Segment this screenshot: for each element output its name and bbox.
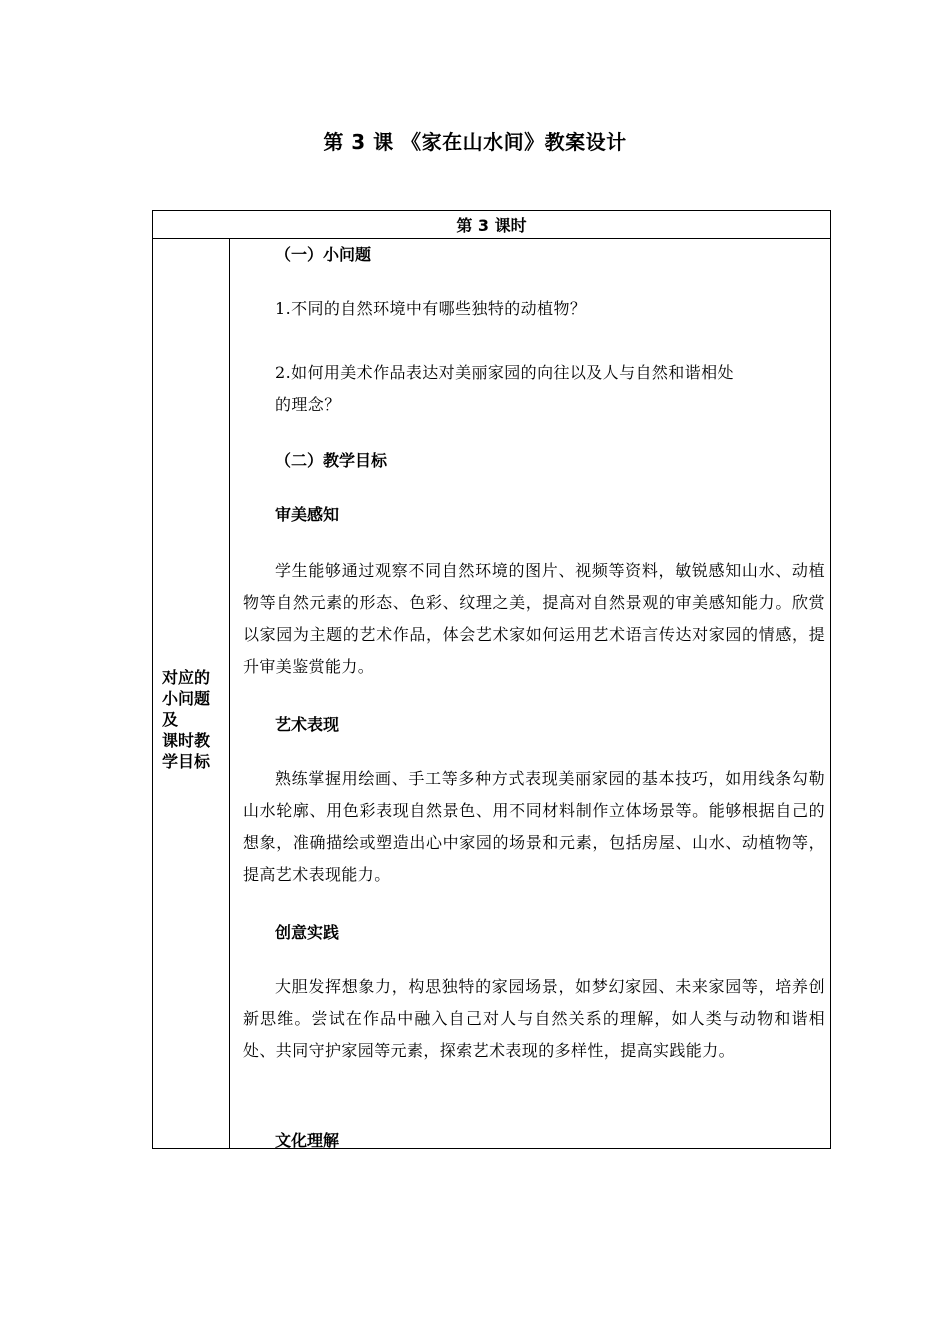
table-header-cell: 第 3 课时 [153, 211, 830, 239]
lesson-table [152, 210, 831, 1149]
creative-practice-heading: 创意实践 [275, 923, 340, 942]
aesthetic-paragraph: 学生能够通过观察不同自然环境的图片、视频等资料，敏锐感知山水、动植物等自然元素的形态、色彩、纹理之美，提高对自然景观的审美感知能力。欣赏以家园为主题的艺术作品，体会艺术家如何运用艺术语言传达对家园的情感，提升审美鉴赏能力。 [243, 561, 825, 676]
art-expression-paragraph: 熟练掌握用绘画、手工等多种方式表现美丽家园的基本技巧，如用线条勾勒山水轮廓、用色彩表现自然景色、用不同材料制作立体场景等。能够根据自己的想象，准确描绘或塑造出心中家园的场景和元素，包括房屋、山水、动植物等，提高艺术表现能力。 [243, 769, 825, 884]
left-label-text: 对应的 小问题 及 课时教 学目标 [162, 668, 211, 771]
culture-heading: 文化理解 [275, 1131, 340, 1150]
document-title: 第 3 课 《家在山水间》教案设计 [323, 130, 627, 154]
art-expression-heading: 艺术表现 [275, 715, 340, 734]
left-label-cell [153, 239, 230, 1148]
creative-practice-paragraph: 大胆发挥想象力，构思独特的家园场景，如梦幻家园、未来家园等，培养创新思维。尝试在作品中融入自己对人与自然关系的理解，如人类与动物和谐相处、共同守护家园等元素，探索艺术表现的多样性，提高实践能力。 [243, 977, 825, 1060]
section-heading-objectives: （二）教学目标 [275, 451, 388, 470]
question-2-line-2: 的理念？ [275, 395, 341, 414]
aesthetic-heading: 审美感知 [275, 505, 340, 524]
question-1: 1.不同的自然环境中有哪些独特的动植物？ [275, 299, 587, 318]
content-cell [231, 239, 830, 1148]
question-2-line-1: 2.如何用美术作品表达对美丽家园的向往以及人与自然和谐相处 [275, 363, 734, 382]
section-heading-questions: （一）小问题 [275, 245, 372, 264]
